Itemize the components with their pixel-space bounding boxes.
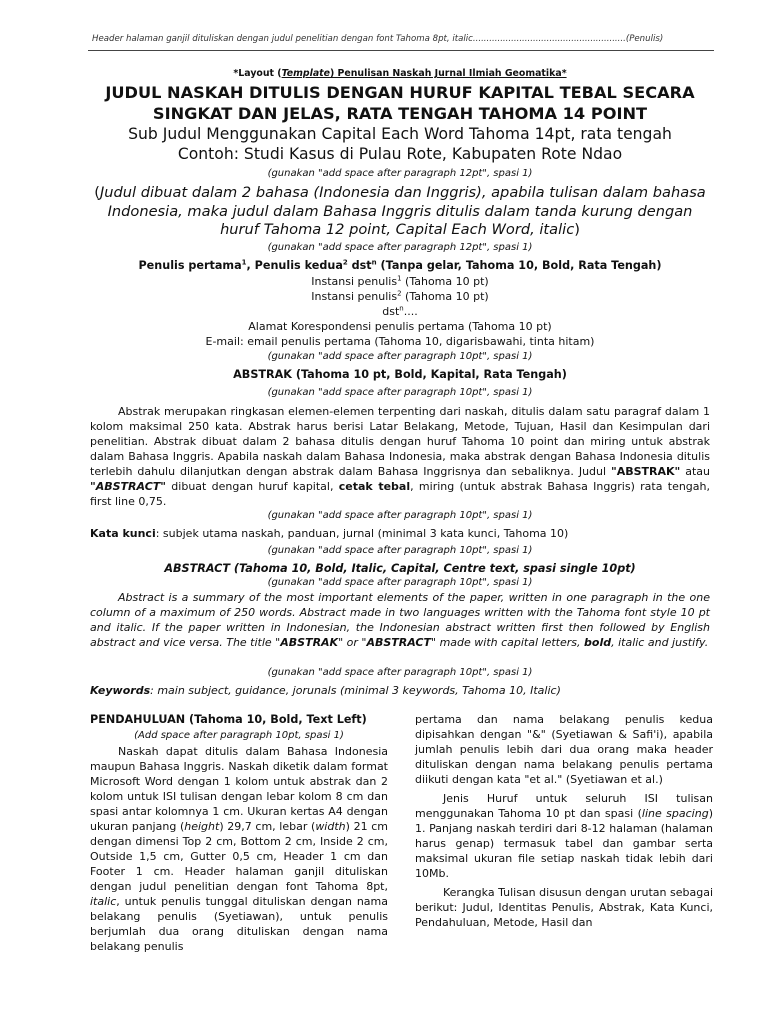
institution-etc	[90, 304, 710, 319]
institution-1-sup: 1	[397, 274, 402, 283]
right-paragraph-3: Kerangka Tulisan disusun dengan urutan sebagai berikut: Judul, Identitas Penulis, Abstrak, Kata Kunci, Pendahuluan, Metode, Hasil dan	[415, 886, 713, 929]
pendahuluan-text-1: Naskah dapat ditulis dalam Bahasa Indonesia maupun Bahasa Inggris. Naskah diketik dalam format Microsoft Word dengan 1 kolom untuk abstrak dan 2 kolom untuk ISI tulisan dengan lebar kolom 8 cm dan spasi antar kolomnya 1 cm. Ukuran kertas A4 dengan ukuran panjang (	[90, 745, 388, 833]
abstrak-bold: cetak tebal	[338, 480, 411, 493]
institution-1-text: Instansi penulis	[311, 275, 398, 288]
abstrak-quote-1: "ABSTRAK"	[611, 465, 681, 478]
title-line-2: SINGKAT DAN JELAS, RATA TENGAH TAHOMA 14 POINT	[152, 104, 648, 123]
institution-2-text: Instansi penulis	[311, 290, 398, 303]
template-label-part3: ) Penulisan Naskah Jurnal Ilmiah Geomatika*	[329, 68, 567, 79]
subtitle-line-1: Sub Judul Menggunakan Capital Each Word Tahoma 14pt, rata tengah	[128, 125, 672, 143]
pendahuluan-heading: PENDAHULUAN (Tahoma 10, Bold, Text Left)	[90, 713, 367, 726]
title-line-1: JUDUL NASKAH DITULIS DENGAN HURUF KAPITAL TEBAL SECARA	[105, 83, 695, 102]
author-first: Penulis pertama	[138, 259, 242, 272]
spacing-note-6: (gunakan "add space after paragraph 10pt", spasi 1)	[267, 545, 533, 556]
author-sup-2: 2	[342, 258, 348, 267]
author-format-note: (Tanpa gelar, Tahoma 10, Bold, Rata Tengah)	[376, 259, 662, 272]
paren-close: )	[574, 221, 580, 238]
abstract-bold-1: ABSTRAK	[280, 636, 339, 649]
institution-etc-dots: ....	[403, 305, 418, 318]
pendahuluan-text-3: ) 21 cm dengan dimensi Top 2 cm, Bottom 2 cm, Inside 2 cm, Outside 1,5 cm, Gutter 0,5 cm, Header 1 cm dan Footer 1 cm. Header halaman ganjil dituliskan dengan judul penelitian dengan font Tahoma 8pt,	[90, 820, 388, 893]
institution-1-format: (Tahoma 10 pt)	[401, 275, 489, 288]
author-sup-n: n	[371, 258, 377, 267]
pendahuluan-text-4: , untuk penulis tunggal dituliskan dengan nama belakang penulis (Syetiawan), untuk penulis berjumlah dua orang dituliskan dengan nama belakang penulis	[90, 895, 388, 953]
abstrak-quote-2: "ABSTRACT"	[90, 480, 167, 493]
abstract-paragraph	[90, 590, 710, 650]
abstrak-text-1: Abstrak merupakan ringkasan elemen-elemen terpenting dari naskah, ditulis dalam satu paragraf dalam 1 kolom maksimal 250 kata. Abstrak harus berisi Latar Belakang, Metode, Tujuan, Hasil dan Kesimpulan dari penelitian. Abstrak dibuat dalam 2 bahasa ditulis dengan huruf Tahoma 10 point dan miring untuk abstrak dalam Bahasa Inggris. Apabila naskah dalam Bahasa Indonesia, maka abstrak dengan Bahasa Indonesia ditulis terlebih dahulu dilanjutkan dengan abstrak dalam Bahasa Inggrisnya dan sebaliknya. Judul	[90, 405, 710, 478]
right-paragraph-2-italic: line spacing	[641, 807, 709, 820]
pendahuluan-paragraph	[90, 744, 388, 954]
right-paragraph-2-text-1: Jenis Huruf untuk seluruh ISI tulisan menggunakan Tahoma 10 pt dan spasi (	[415, 792, 713, 820]
institution-etc-sup: n	[399, 304, 404, 313]
abstrak-text-3: dibuat dengan huruf kapital,	[166, 480, 339, 493]
kata-kunci-label: Kata kunci	[90, 527, 156, 540]
pendahuluan-italic-3: italic	[90, 895, 117, 908]
spacing-note-4: (gunakan "add space after paragraph 10pt", spasi 1)	[267, 387, 533, 398]
institution-2-sup: 2	[397, 289, 402, 298]
abstract-heading: ABSTRACT (Tahoma 10, Bold, Italic, Capital, Centre text, spasi single 10pt)	[164, 562, 636, 575]
running-header: Header halaman ganjil dituliskan dengan judul penelitian dengan font Tahoma 8pt, italic........................................................(Penulis)	[92, 34, 664, 44]
abstrak-heading: ABSTRAK (Tahoma 10 pt, Bold, Kapital, Rata Tengah)	[233, 368, 567, 381]
left-column	[90, 712, 388, 954]
right-paragraph-2-text-2: ) 1. Panjang naskah terdiri dari 8-12 halaman (halaman harus genap) termasuk tabel dan gambar serta maksimal ukuran file setiap naskah tidak lebih dari 10Mb.	[415, 807, 713, 880]
right-column	[415, 712, 713, 930]
paren-open: (	[94, 184, 100, 201]
english-title-note	[90, 184, 710, 240]
english-title-note-text: Judul dibuat dalam 2 bahasa (Indonesia dan Inggris), apabila tulisan dalam bahasa Indonesia, maka judul dalam Bahasa Inggris ditulis dalam tanda kurung dengan huruf Tahoma 12 point, Capital Each Word, italic	[99, 184, 706, 238]
abstract-bold-3: bold	[584, 636, 612, 649]
kata-kunci	[90, 526, 710, 541]
abstrak-text-4: , miring (untuk abstrak Bahasa Inggris) rata tengah, first line 0,75.	[90, 480, 710, 508]
header-divider	[88, 50, 714, 51]
pendahuluan-italic-1: height	[184, 820, 220, 833]
spacing-note-3: (gunakan "add space after paragraph 10pt", spasi 1)	[267, 351, 533, 362]
abstract-text-4: , italic and justify.	[611, 636, 709, 649]
keywords-label: Keywords	[90, 684, 151, 697]
spacing-note-2: (gunakan "add space after paragraph 12pt", spasi 1)	[267, 242, 533, 253]
spacing-note-8: (gunakan "add space after paragraph 10pt", spasi 1)	[267, 667, 533, 678]
author-line	[90, 259, 710, 272]
kata-kunci-text: : subjek utama naskah, panduan, jurnal (minimal 3 kata kunci, Tahoma 10)	[155, 527, 569, 540]
correspondence-address: Alamat Korespondensi penulis pertama (Tahoma 10 pt)	[248, 320, 552, 333]
abstrak-paragraph	[90, 404, 710, 509]
right-paragraph-1: pertama dan nama belakang penulis kedua dipisahkan dengan "&" (Syetiawan & Safi'i), apabila jumlah penulis lebih dari dua orang maka header dituliskan dengan nama belakang penulis pertama diikuti dengan kata "et al." (Syetiawan et al.)	[415, 713, 713, 786]
right-paragraph-2	[415, 791, 713, 881]
subtitle-line-2: Contoh: Studi Kasus di Pulau Rote, Kabupaten Rote Ndao	[177, 145, 623, 163]
author-sup-1: 1	[241, 258, 247, 267]
institution-2	[90, 289, 710, 304]
paper-title	[90, 82, 710, 124]
institution-2-format: (Tahoma 10 pt)	[401, 290, 489, 303]
abstract-text-3: " made with capital letters,	[431, 636, 585, 649]
institution-etc-text: dst	[382, 305, 400, 318]
correspondence-email: E-mail: email penulis pertama (Tahoma 10, digarisbawahi, tinta hitam)	[205, 335, 595, 348]
template-label-part1: *Layout (	[233, 68, 282, 79]
pendahuluan-italic-2: width	[315, 820, 346, 833]
author-second: , Penulis kedua	[246, 259, 343, 272]
template-label	[90, 68, 710, 79]
abstract-text-1: Abstract is a summary of the most important elements of the paper, written in one paragraph in the one column of a maximum of 250 words. Abstract made in two languages written with the Tahoma font style 10 pt and italic. If the paper written in Indonesian, the Indonesian abstract written first then followed by English abstract and vice versa. The title "	[90, 591, 710, 649]
abstrak-text-2: atau	[680, 465, 710, 478]
author-etc: dst	[347, 259, 372, 272]
spacing-note-1: (gunakan "add space after paragraph 12pt", spasi 1)	[267, 168, 533, 179]
column-spacing-note: (Add space after paragraph 10pt, spasi 1)	[134, 730, 344, 741]
pendahuluan-text-2: ) 29,7 cm, lebar (	[219, 820, 316, 833]
keywords	[90, 683, 710, 698]
abstract-bold-2: ABSTRACT	[366, 636, 432, 649]
keywords-text: : main subject, guidance, jorunals (minimal 3 keywords, Tahoma 10, Italic)	[150, 684, 561, 697]
spacing-note-5: (gunakan "add space after paragraph 10pt", spasi 1)	[267, 510, 533, 521]
template-label-part2: Template	[281, 68, 330, 79]
institution-1	[90, 274, 710, 289]
spacing-note-7: (gunakan "add space after paragraph 10pt", spasi 1)	[267, 577, 533, 588]
paper-subtitle	[90, 124, 710, 164]
abstract-text-2: " or "	[338, 636, 367, 649]
